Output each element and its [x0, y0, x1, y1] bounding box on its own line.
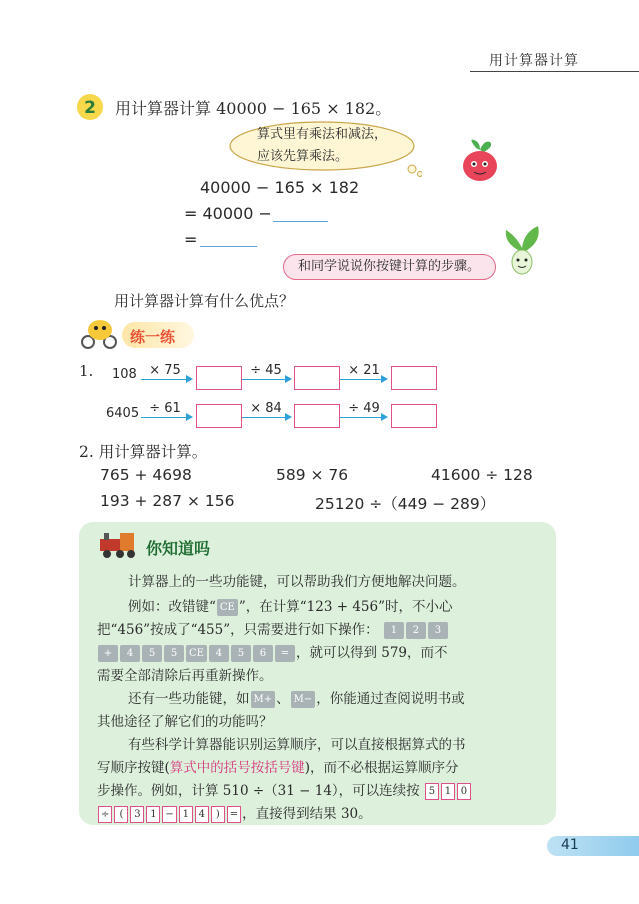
chain-2-answer-box-1[interactable] [196, 404, 242, 428]
chain-2-start: 6405 [106, 406, 140, 421]
discussion-question: 用计算器计算有什么优点？ [114, 292, 295, 310]
know-line-4 [97, 642, 448, 665]
page-number: 41 [561, 837, 579, 853]
chain-2-op-3: ÷ 49 [348, 401, 380, 416]
svg-text:2: 2 [84, 98, 96, 118]
know-line-10a: 步操作。例如，计算 510 ÷（31 − 14），可以连续按 [97, 783, 420, 799]
running-header: 用计算器计算 [489, 53, 579, 69]
chain-1-arrow-3-icon [340, 379, 386, 380]
chain-1-start: 108 [112, 367, 137, 382]
key-3: 3 [428, 622, 448, 639]
key-ce: CE [186, 645, 207, 662]
answer-blank-1[interactable] [273, 221, 328, 222]
hint-cloud-text [257, 124, 417, 168]
know-line-2a: 例如：改错键“ [128, 599, 216, 615]
train-icon [98, 529, 142, 559]
know-line-9 [97, 757, 459, 780]
calc-step-3: = [184, 230, 198, 249]
problem-statement: 用计算器计算 40000 − 165 × 182。 [115, 99, 392, 118]
hint-line-2: 应该先算乘法。 [257, 149, 349, 164]
seq-key-equals: = [227, 806, 241, 823]
know-line-8: 有些科学计算器能识别运算顺序，可以直接根据算式的书 [128, 737, 466, 753]
chain-2-answer-box-3[interactable] [391, 404, 437, 428]
know-line-11a: ，直接得到结果 30。 [242, 806, 372, 822]
chain-1-answer-box-3[interactable] [391, 366, 437, 390]
know-line-9a: 写顺序按键( [97, 760, 170, 776]
know-line-5: 需要全部清除后再重新操作。 [97, 668, 273, 684]
radish-mascot-icon [458, 138, 502, 184]
seq-key-3: 3 [130, 806, 144, 823]
chain-2-op-1: ÷ 61 [149, 401, 181, 416]
bee-mascot-icon [78, 316, 122, 350]
key-plus: + [98, 645, 118, 662]
calc-step-1: 40000 − 165 × 182 [200, 178, 360, 197]
know-line-6b: ，你能通过查阅说明书或 [316, 691, 465, 707]
chain-1-arrow-1-icon [141, 379, 191, 380]
exercise-1-number: 1. [79, 362, 94, 380]
know-line-2 [128, 596, 453, 619]
m-minus-key: M− [291, 691, 316, 708]
key-4b: 4 [209, 645, 229, 662]
chain-1-answer-box-2[interactable] [294, 366, 340, 390]
know-line-7: 其他途径了解它们的功能吗？ [97, 714, 273, 730]
key-5a: 5 [142, 645, 162, 662]
calc-step-2: = 40000 − [184, 204, 272, 223]
chain-1-op-1: × 75 [149, 363, 181, 378]
did-you-know-title: 你知道吗 [146, 539, 211, 558]
know-line-9b: )，而不必根据运算顺序分 [304, 760, 459, 776]
exercise-2-label: 2. 用计算器计算。 [79, 443, 208, 461]
chain-2-op-2: × 84 [250, 401, 282, 416]
chain-2-answer-box-2[interactable] [294, 404, 340, 428]
seq-key-4: 4 [195, 806, 209, 823]
seq-key-1: 1 [441, 783, 455, 800]
chain-2-arrow-1-icon [141, 417, 191, 418]
seq-key-5: 5 [425, 783, 439, 800]
know-line-9-highlight: 算式中的括号按括号键 [169, 760, 305, 776]
know-paragraph-1: 计算器上的一些功能键，可以帮助我们方便地解决问题。 [128, 574, 466, 590]
exercise-2-item-2: 589 × 76 [276, 466, 349, 484]
key-equals: = [275, 645, 295, 662]
speech-bubble: 和同学说说你按键计算的步骤。 [283, 254, 496, 280]
problem-number-badge-icon [76, 93, 104, 121]
chain-1-op-3: × 21 [348, 363, 380, 378]
seq-key-1b: 1 [146, 806, 160, 823]
know-line-4a: ，就可以得到 579，而不 [295, 645, 448, 661]
seq-key-0: 0 [457, 783, 471, 800]
answer-blank-2[interactable] [200, 246, 257, 247]
know-sep: 、 [276, 691, 290, 707]
exercise-2-item-1: 765 + 4698 [100, 466, 192, 484]
key-1: 1 [384, 622, 404, 639]
exercise-2-item-5: 25120 ÷（449 − 289） [315, 495, 496, 513]
know-line-6a: 还有一些功能键，如 [128, 691, 250, 707]
ce-key: CE [217, 599, 238, 616]
key-4a: 4 [120, 645, 140, 662]
practice-title: 练一练 [130, 328, 176, 346]
chain-1-answer-box-1[interactable] [196, 366, 242, 390]
know-line-11 [97, 803, 372, 826]
know-line-2b: ”，在计算“123 + 456”时，不小心 [238, 599, 453, 615]
key-5c: 5 [231, 645, 251, 662]
m-plus-key: M+ [251, 691, 276, 708]
header-rule [470, 71, 639, 72]
exercise-2-item-4: 193 + 287 × 156 [100, 492, 235, 510]
chain-2-arrow-3-icon [340, 417, 386, 418]
chain-2-arrow-2-icon [242, 417, 290, 418]
seq-key-1c: 1 [179, 806, 193, 823]
hint-line-1: 算式里有乘法和减法， [257, 127, 388, 142]
seq-key-lparen: ( [114, 806, 128, 823]
key-2: 2 [406, 622, 426, 639]
know-line-3 [97, 619, 449, 642]
key-6: 6 [253, 645, 273, 662]
know-line-6 [128, 688, 465, 711]
chain-1-op-2: ÷ 45 [250, 363, 282, 378]
exercise-2-item-3: 41600 ÷ 128 [431, 466, 533, 484]
chain-1-arrow-2-icon [242, 379, 290, 380]
know-line-10 [97, 780, 472, 803]
seq-key-minus: − [162, 806, 176, 823]
know-line-3a: 把“456”按成了“455”，只需要进行如下操作： [97, 622, 379, 638]
cabbage-mascot-icon [498, 222, 546, 280]
key-5b: 5 [164, 645, 184, 662]
seq-key-divide: ÷ [98, 806, 112, 823]
seq-key-rparen: ) [211, 806, 225, 823]
